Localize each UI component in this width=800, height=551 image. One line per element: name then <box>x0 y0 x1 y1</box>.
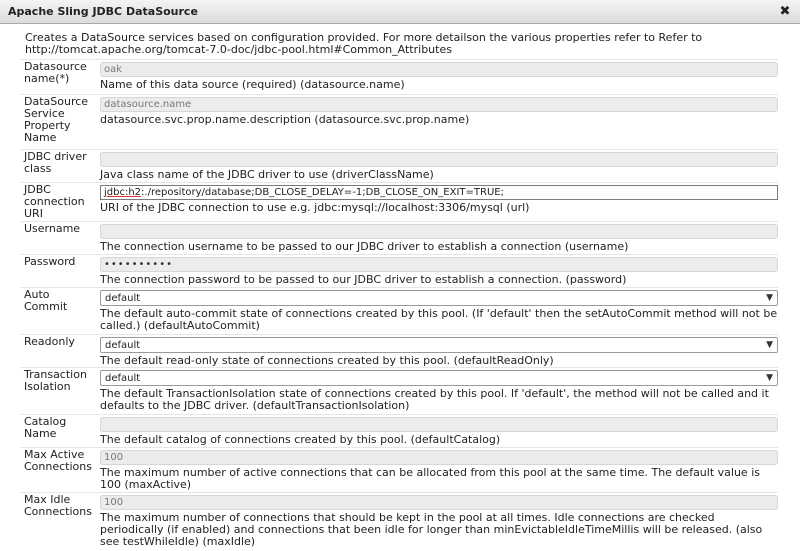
field-help: The default auto-commit state of connections created by this pool. (If 'default' then the setAutoCommit method will not be called.) (defaultAutoCommit) <box>100 307 778 332</box>
max-idle-input[interactable]: 100 <box>100 495 778 510</box>
row-username <box>20 221 778 254</box>
jdbc-connection-uri-input[interactable] <box>100 185 778 200</box>
row-datasource-name <box>20 59 778 94</box>
field-label: DataSource Service Property Name <box>24 95 89 144</box>
field-label: Readonly <box>24 335 75 348</box>
row-auto-commit <box>20 287 778 334</box>
readonly-select[interactable] <box>100 337 778 353</box>
description-line-2: http://tomcat.apache.org/tomcat-7.0-doc/jdbc-pool.html#Common_Attributes <box>25 43 452 56</box>
row-max-idle-connections <box>20 492 778 551</box>
select-value: default <box>105 292 141 304</box>
select-value: default <box>105 372 141 384</box>
field-label: Transaction Isolation <box>24 368 87 393</box>
row-password <box>20 254 778 287</box>
row-catalog-name <box>20 414 778 447</box>
field-label: Password <box>24 255 76 268</box>
transaction-isolation-select[interactable] <box>100 370 778 386</box>
datasource-name-input[interactable]: oak <box>100 62 778 77</box>
dialog-description <box>0 24 800 56</box>
field-help: datasource.svc.prop.name.description (datasource.svc.prop.name) <box>100 113 470 126</box>
field-help: The default TransactionIsolation state of connections created by this pool. If 'default', the method will not be called and it defaults to the JDBC driver. (defaultTransactionIsolation) <box>100 387 769 412</box>
field-help: The connection username to be passed to our JDBC driver to establish a connection (username) <box>100 240 629 253</box>
select-value: default <box>105 339 141 351</box>
password-input[interactable]: •••••••••• <box>100 257 778 272</box>
field-label: Max Idle Connections <box>24 493 92 518</box>
chevron-down-icon: ▼ <box>766 373 773 383</box>
max-active-input[interactable]: 100 <box>100 450 778 465</box>
field-help: The maximum number of active connections that can be allocated from this pool at the same time. The default value is 100 (maxActive) <box>100 466 760 491</box>
chevron-down-icon: ▼ <box>766 293 773 303</box>
field-label: Max Active Connections <box>24 448 92 473</box>
jdbc-driver-class-input[interactable] <box>100 152 778 167</box>
field-help: The maximum number of connections that should be kept in the pool at all times. Idle connections are checked periodically (if enabled) and connections that been idle for longer than minEvictableIdleTimeMillis will be released. (also see testWhileIdle) (maxIdle) <box>100 511 763 548</box>
field-label: Catalog Name <box>24 415 67 440</box>
chevron-down-icon: ▼ <box>766 340 773 350</box>
dialog-titlebar <box>0 0 800 24</box>
uri-scheme-text: jdbc:h2 <box>104 187 142 198</box>
field-label: Username <box>24 222 81 235</box>
description-line-1: Creates a DataSource services based on configuration provided. For more detailson the various properties refer to Refer to <box>25 31 703 44</box>
catalog-name-input[interactable] <box>100 417 778 432</box>
field-help: Java class name of the JDBC driver to use (driverClassName) <box>100 168 434 181</box>
field-help: Name of this data source (required) (datasource.name) <box>100 78 405 91</box>
row-jdbc-driver-class <box>20 149 778 182</box>
row-transaction-isolation <box>20 367 778 414</box>
field-help: The default catalog of connections created by this pool. (defaultCatalog) <box>100 433 501 446</box>
close-icon[interactable]: ✖ <box>779 4 791 19</box>
field-label: Datasource name(*) <box>24 60 87 85</box>
row-jdbc-connection-uri <box>20 182 778 221</box>
field-label: JDBC connection URI <box>24 183 85 220</box>
dialog-title: Apache Sling JDBC DataSource <box>8 5 198 18</box>
uri-rest-text: :./repository/database;DB_CLOSE_DELAY=-1;DB_CLOSE_ON_EXIT=TRUE; <box>141 187 504 198</box>
field-help: URI of the JDBC connection to use e.g. jdbc:mysql://localhost:3306/mysql (url) <box>100 201 530 214</box>
username-input[interactable] <box>100 224 778 239</box>
field-label: JDBC driver class <box>24 150 87 175</box>
row-max-active-connections <box>20 447 778 492</box>
row-readonly <box>20 334 778 367</box>
row-service-property-name <box>20 94 778 149</box>
service-property-name-input[interactable]: datasource.name <box>100 97 778 112</box>
config-table <box>20 59 778 551</box>
field-label: Auto Commit <box>24 288 68 313</box>
field-help: The default read-only state of connections created by this pool. (defaultReadOnly) <box>100 354 554 367</box>
auto-commit-select[interactable] <box>100 290 778 306</box>
field-help: The connection password to be passed to our JDBC driver to establish a connection. (password) <box>100 273 627 286</box>
